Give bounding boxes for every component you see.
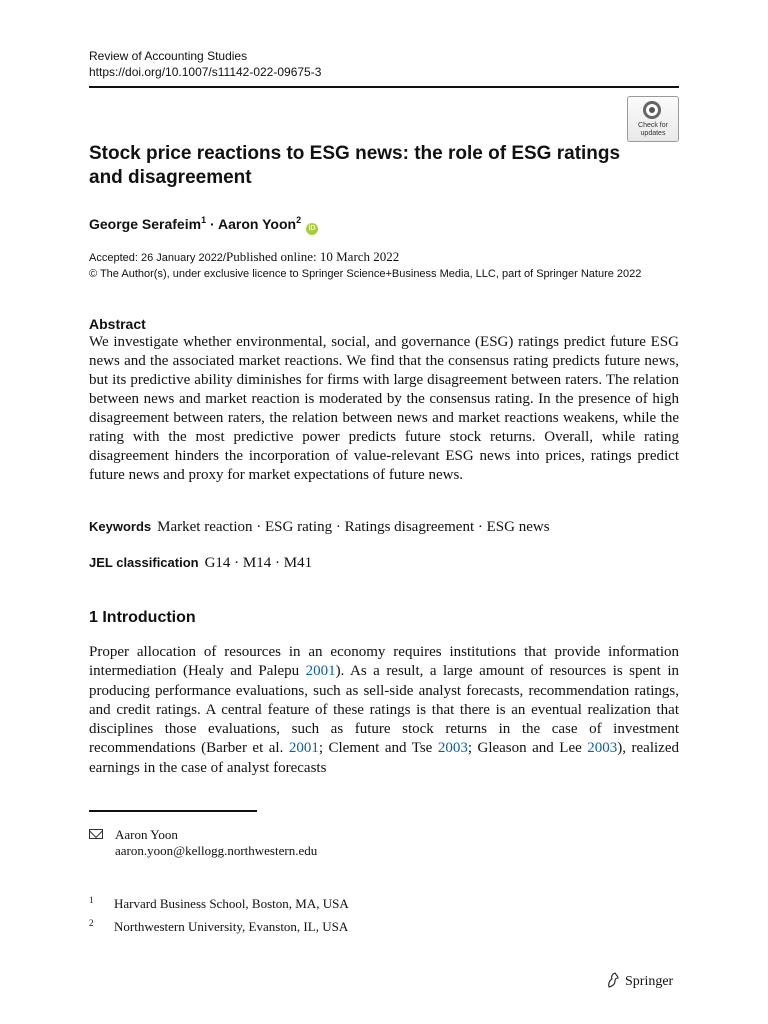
citation-link[interactable]: 2001 <box>288 740 319 757</box>
published-date: Published online: 10 March 2022 <box>225 249 400 264</box>
orcid-icon[interactable]: iD <box>306 223 318 235</box>
jel-classification <box>89 553 312 573</box>
citation-link[interactable]: 2003 <box>437 740 468 757</box>
intro-text: ; Gleason and Lee <box>467 740 588 757</box>
publisher-name: Springer <box>625 974 674 989</box>
check-updates-icon <box>643 101 661 119</box>
journal-header <box>89 48 321 80</box>
accepted-date: Accepted: 26 January 2022/ <box>89 252 226 264</box>
footnote-rule <box>89 810 257 812</box>
journal-doi-link[interactable]: https://doi.org/10.1007/s11142-022-09675-3 <box>89 65 322 79</box>
affiliation <box>89 915 348 935</box>
citation-link[interactable]: 2001 <box>305 663 336 680</box>
jel-value: G14 · M14 · M41 <box>204 555 313 571</box>
badge-line-2: updates <box>640 130 666 137</box>
paper-title: Stock price reactions to ESG news: the role of ESG ratings and disagreement <box>89 143 621 188</box>
corresponding-email[interactable]: aaron.yoon@kellogg.northwestern.edu <box>115 843 318 858</box>
badge-line-1: Check for <box>638 122 668 129</box>
affiliation-number: 2 <box>89 918 94 928</box>
abstract-heading: Abstract <box>89 316 146 332</box>
publication-dates <box>89 249 399 266</box>
author-name[interactable]: George Serafeim <box>89 216 202 232</box>
keywords-label: Keywords <box>89 519 152 534</box>
corresponding-name: Aaron Yoon <box>115 827 178 842</box>
affiliation <box>89 892 349 912</box>
intro-text: ), realized earnings in the case of analyst forecasts <box>89 740 679 776</box>
affiliation-text: Harvard Business School, Boston, MA, USA <box>114 896 349 911</box>
intro-text: ; Clement and Tse <box>318 740 438 757</box>
abstract-text: We investigate whether environmental, social, and governance (ESG) ratings predict future ESG news and the associated market reactions. We find that the consensus rating predicts future news, but its predictive ability diminishes for firms with large disagreement between raters. The relation between news and market reaction is moderated by the consensus rating. In the presence of high disagreement between raters, the relation between news and market reactions weakens, while the rating with the most predictive power predicts future stock returns. Overall, while rating disagreement hinders the incorporation of value-relevant ESG news into prices, ratings predict future news and proxy for market expectations of future news. <box>89 334 679 483</box>
section-heading: 1 Introduction <box>89 609 196 626</box>
corresponding-author <box>89 827 317 859</box>
jel-label: JEL classification <box>89 555 199 570</box>
check-for-updates-badge[interactable] <box>627 96 679 142</box>
citation-link[interactable]: 2003 <box>587 740 618 757</box>
header-rule <box>89 86 679 88</box>
journal-name: Review of Accounting Studies <box>89 49 248 63</box>
author-list <box>89 210 318 235</box>
author-separator: · <box>209 216 215 232</box>
copyright-notice: © The Author(s), under exclusive licence to Springer Science+Business Media, LLC, part of Springer Nature 2022 <box>89 268 642 280</box>
intro-text: ). As a result, a large amount of resources is spent in producing performance evaluations, such as sell-side analyst forecasts, recommendation ratings, and credit ratings. A central feature of these ratings is that there is an eventual realization that disciplines those evaluations, such as future stock returns in the case of investment recommendations (Barber et al. <box>89 663 679 757</box>
intro-paragraph <box>89 643 679 778</box>
keywords-value: Market reaction · ESG rating · Ratings disagreement · ESG news <box>157 519 550 535</box>
author-name[interactable]: Aaron Yoon <box>218 216 297 232</box>
publisher-logo <box>606 972 673 991</box>
keywords <box>89 517 550 537</box>
affiliation-number: 1 <box>89 895 94 905</box>
author-affiliation-marker: 1 <box>201 215 207 225</box>
envelope-icon <box>89 829 103 839</box>
author-affiliation-marker: 2 <box>296 215 302 225</box>
springer-horse-icon <box>606 972 620 988</box>
intro-text: Proper allocation of resources in an economy requires institutions that provide information intermediation (Healy and Palepu <box>89 644 679 680</box>
affiliation-text: Northwestern University, Evanston, IL, USA <box>114 919 349 934</box>
